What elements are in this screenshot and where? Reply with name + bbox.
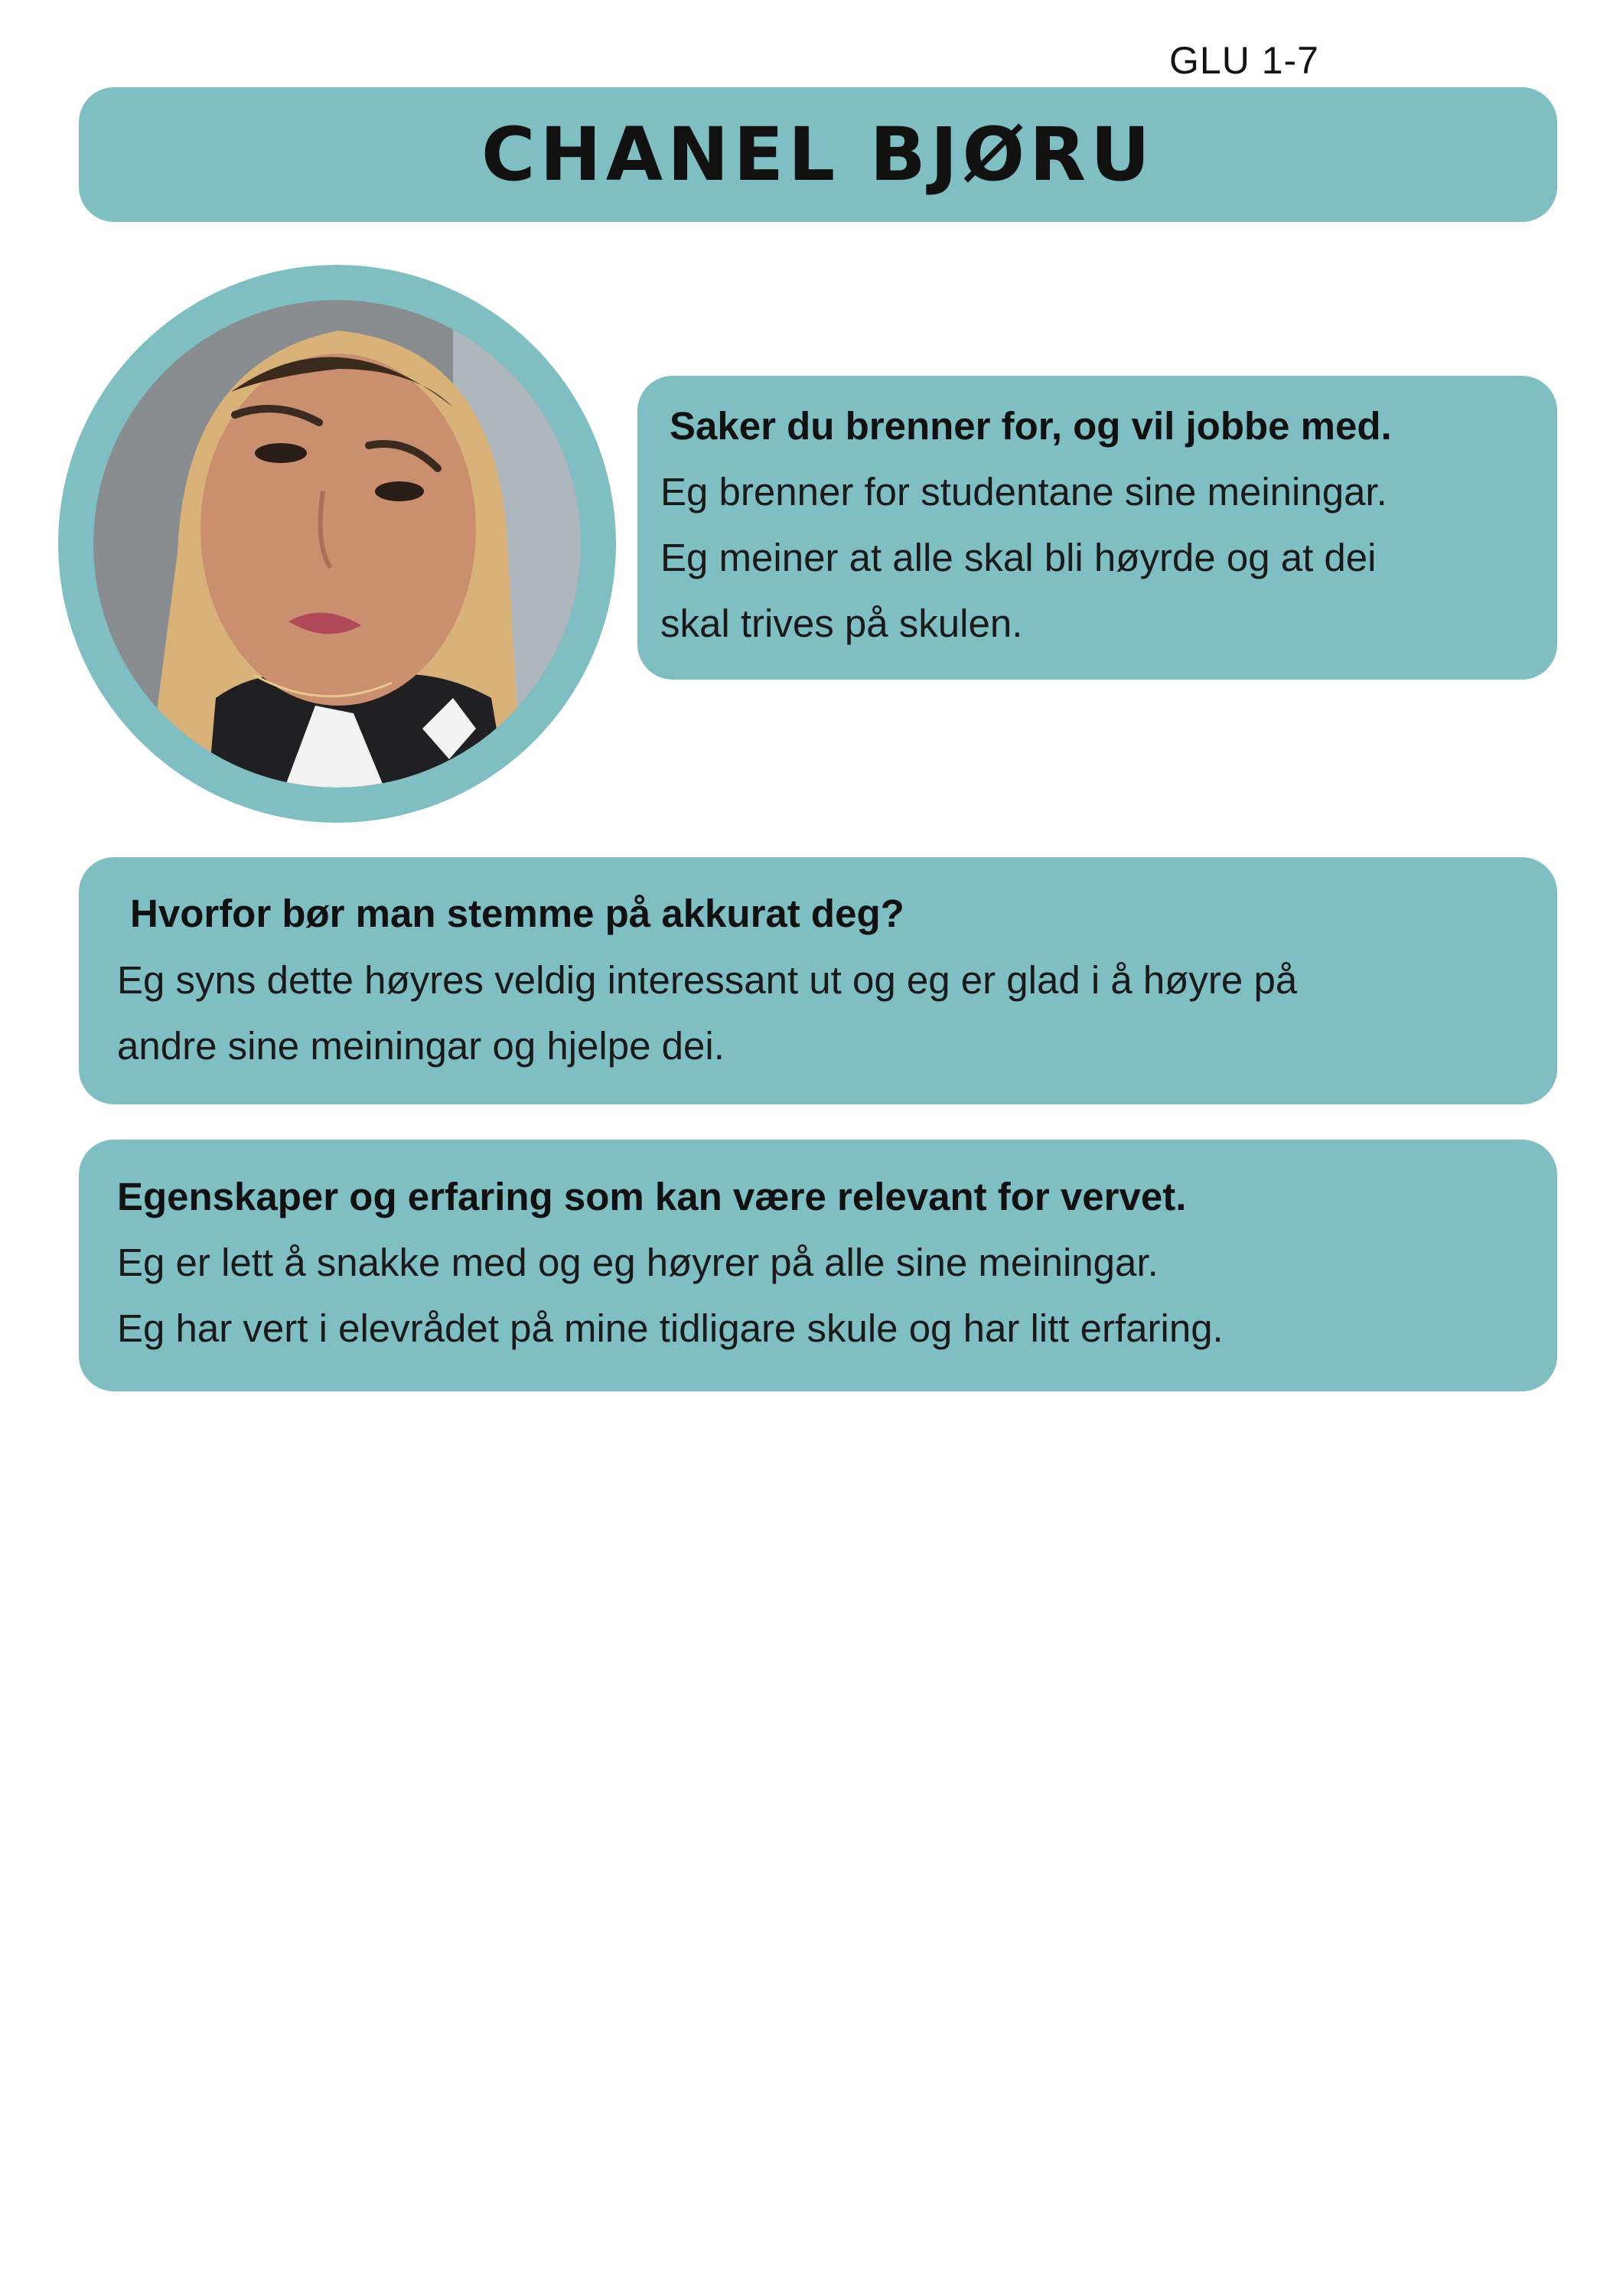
section-line: andre sine meiningar og hjelpe dei. xyxy=(117,1024,725,1068)
name-banner xyxy=(79,87,1557,222)
section-issues xyxy=(637,376,1557,680)
section-line: Eg brenner for studentane sine meiningar. xyxy=(660,470,1387,514)
section-line: Eg har vert i elevrådet på mine tidligare skule og har litt erfaring. xyxy=(117,1306,1224,1350)
section-line: skal trives på skulen. xyxy=(660,602,1023,645)
section-qualities xyxy=(79,1140,1557,1391)
candidate-photo xyxy=(93,300,581,788)
section-line: Eg er lett å snakke med og eg høyrer på alle sine meiningar. xyxy=(117,1241,1159,1284)
section-why-vote xyxy=(79,857,1557,1104)
section-heading: Saker du brenner for, og vil jobbe med. xyxy=(670,404,1392,448)
portrait-icon xyxy=(93,300,581,788)
candidate-name: CHANEL BJØRU xyxy=(481,112,1155,197)
section-line: Eg meiner at alle skal bli høyrde og at dei xyxy=(660,536,1377,579)
section-heading: Hvorfor bør man stemme på akkurat deg? xyxy=(130,892,904,935)
course-code: GLU 1-7 xyxy=(1169,39,1319,82)
photo-frame xyxy=(58,265,616,823)
section-line: Eg syns dette høyres veldig interessant ut og eg er glad i å høyre på xyxy=(117,958,1298,1002)
section-heading: Egenskaper og erfaring som kan være relevant for vervet. xyxy=(117,1175,1187,1218)
